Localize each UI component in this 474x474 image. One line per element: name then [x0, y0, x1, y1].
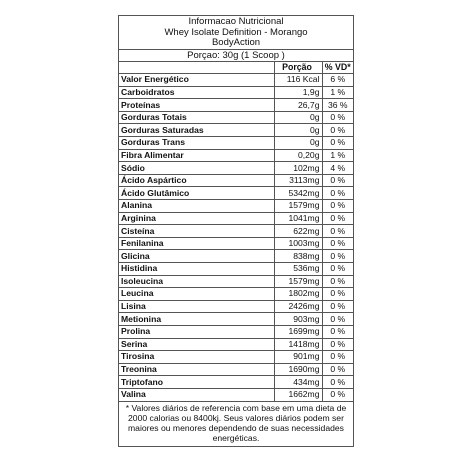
table-body [119, 74, 353, 401]
nutrient-name: Tirosina [119, 351, 274, 364]
nutrient-portion: 903mg [274, 313, 322, 326]
nutrition-table [119, 62, 353, 402]
nutrient-vd: 0 % [322, 351, 353, 364]
product-name: Whey Isolate Definition - Morango [164, 26, 308, 38]
table-row [119, 99, 353, 112]
nutrient-portion: 1699mg [274, 325, 322, 338]
nutrient-vd: 0 % [322, 376, 353, 389]
table-row [119, 162, 353, 175]
table-header-row [119, 62, 353, 74]
nutrient-portion: 901mg [274, 351, 322, 364]
nutrient-portion: 1418mg [274, 338, 322, 351]
table-row [119, 174, 353, 187]
table-row [119, 237, 353, 250]
nutrient-vd: 0 % [322, 275, 353, 288]
nutrient-portion: 0,20g [274, 149, 322, 162]
nutrient-name: Lisina [119, 300, 274, 313]
nutrient-name: Ácido Aspártico [119, 174, 274, 187]
nutrient-name: Ácido Glutâmico [119, 187, 274, 200]
nutrient-vd: 0 % [322, 225, 353, 238]
nutrient-portion: 1690mg [274, 363, 322, 376]
header-vd: % VD* [322, 62, 353, 74]
nutrient-vd: 0 % [322, 250, 353, 263]
table-row [119, 325, 353, 338]
table-row [119, 137, 353, 150]
nutrient-portion: 0g [274, 111, 322, 124]
panel-title: Informacao Nutricional [188, 16, 284, 27]
nutrient-name: Gorduras Saturadas [119, 124, 274, 137]
nutrient-portion: 3113mg [274, 174, 322, 187]
nutrient-name: Fibra Alimentar [119, 149, 274, 162]
table-row [119, 363, 353, 376]
nutrient-portion: 838mg [274, 250, 322, 263]
nutrient-portion: 1041mg [274, 212, 322, 225]
nutrient-vd: 0 % [322, 388, 353, 401]
table-row [119, 86, 353, 99]
table-row [119, 313, 353, 326]
nutrient-vd: 36 % [322, 99, 353, 112]
table-row [119, 351, 353, 364]
table-row [119, 250, 353, 263]
table-row [119, 212, 353, 225]
table-row [119, 149, 353, 162]
nutrient-vd: 0 % [322, 237, 353, 250]
nutrient-portion: 1003mg [274, 237, 322, 250]
nutrient-vd: 1 % [322, 149, 353, 162]
nutrient-portion: 102mg [274, 162, 322, 175]
nutrient-portion: 2426mg [274, 300, 322, 313]
nutrient-name: Cisteína [119, 225, 274, 238]
table-row [119, 300, 353, 313]
footnote: * Valores diários de referencia com base em uma dieta de 2000 calorias ou 8400kj. Seus valores diários podem ser maiores ou menores dependendo de suas necessidades energéticas. [125, 402, 347, 444]
nutrient-portion: 1802mg [274, 288, 322, 301]
nutrient-name: Arginina [119, 212, 274, 225]
nutrient-vd: 0 % [322, 338, 353, 351]
header-nutrient [119, 62, 274, 74]
nutrient-portion: 1579mg [274, 200, 322, 213]
table-row [119, 388, 353, 401]
nutrient-portion: 536mg [274, 263, 322, 276]
nutrient-vd: 0 % [322, 288, 353, 301]
brand-name: BodyAction [211, 37, 261, 48]
nutrient-vd: 6 % [322, 74, 353, 87]
table-row [119, 376, 353, 389]
table-row [119, 124, 353, 137]
nutrient-portion: 1662mg [274, 388, 322, 401]
nutrient-name: Histidina [119, 263, 274, 276]
nutrient-vd: 1 % [322, 86, 353, 99]
nutrient-vd: 4 % [322, 162, 353, 175]
nutrition-facts-panel [118, 15, 354, 447]
nutrient-portion: 0g [274, 124, 322, 137]
nutrient-portion: 0g [274, 137, 322, 150]
table-row [119, 74, 353, 87]
nutrient-name: Leucina [119, 288, 274, 301]
table-row [119, 200, 353, 213]
table-row [119, 111, 353, 124]
nutrient-vd: 0 % [322, 187, 353, 200]
nutrient-vd: 0 % [322, 263, 353, 276]
nutrient-vd: 0 % [322, 363, 353, 376]
nutrient-vd: 0 % [322, 300, 353, 313]
table-row [119, 263, 353, 276]
nutrient-portion: 116 Kcal [274, 74, 322, 87]
nutrient-vd: 0 % [322, 212, 353, 225]
table-row [119, 187, 353, 200]
nutrient-name: Gorduras Totais [119, 111, 274, 124]
nutrient-vd: 0 % [322, 313, 353, 326]
nutrient-portion: 26,7g [274, 99, 322, 112]
nutrient-name: Valina [119, 388, 274, 401]
nutrient-name: Prolina [119, 325, 274, 338]
nutrient-name: Treonina [119, 363, 274, 376]
header-portion: Porção [274, 62, 322, 74]
nutrient-vd: 0 % [322, 137, 353, 150]
title-block [119, 16, 353, 49]
table-row [119, 338, 353, 351]
nutrient-name: Glicina [119, 250, 274, 263]
nutrient-name: Alanina [119, 200, 274, 213]
nutrient-portion: 622mg [274, 225, 322, 238]
nutrient-name: Sódio [119, 162, 274, 175]
serving-size: Porçao: 30g (1 Scoop ) [119, 49, 353, 62]
nutrient-name: Carboidratos [119, 86, 274, 99]
nutrient-vd: 0 % [322, 325, 353, 338]
nutrient-name: Serina [119, 338, 274, 351]
table-row [119, 288, 353, 301]
nutrient-name: Triptofano [119, 376, 274, 389]
nutrient-name: Proteínas [119, 99, 274, 112]
table-row [119, 275, 353, 288]
nutrient-vd: 0 % [322, 174, 353, 187]
nutrient-name: Metionina [119, 313, 274, 326]
nutrient-name: Isoleucina [119, 275, 274, 288]
nutrient-vd: 0 % [322, 124, 353, 137]
table-row [119, 225, 353, 238]
nutrient-portion: 434mg [274, 376, 322, 389]
nutrient-vd: 0 % [322, 111, 353, 124]
nutrient-portion: 1,9g [274, 86, 322, 99]
nutrient-vd: 0 % [322, 200, 353, 213]
nutrient-name: Valor Energético [119, 74, 274, 87]
nutrient-name: Gorduras Trans [119, 137, 274, 150]
nutrient-name: Fenilanina [119, 237, 274, 250]
nutrient-portion: 5342mg [274, 187, 322, 200]
nutrient-portion: 1579mg [274, 275, 322, 288]
